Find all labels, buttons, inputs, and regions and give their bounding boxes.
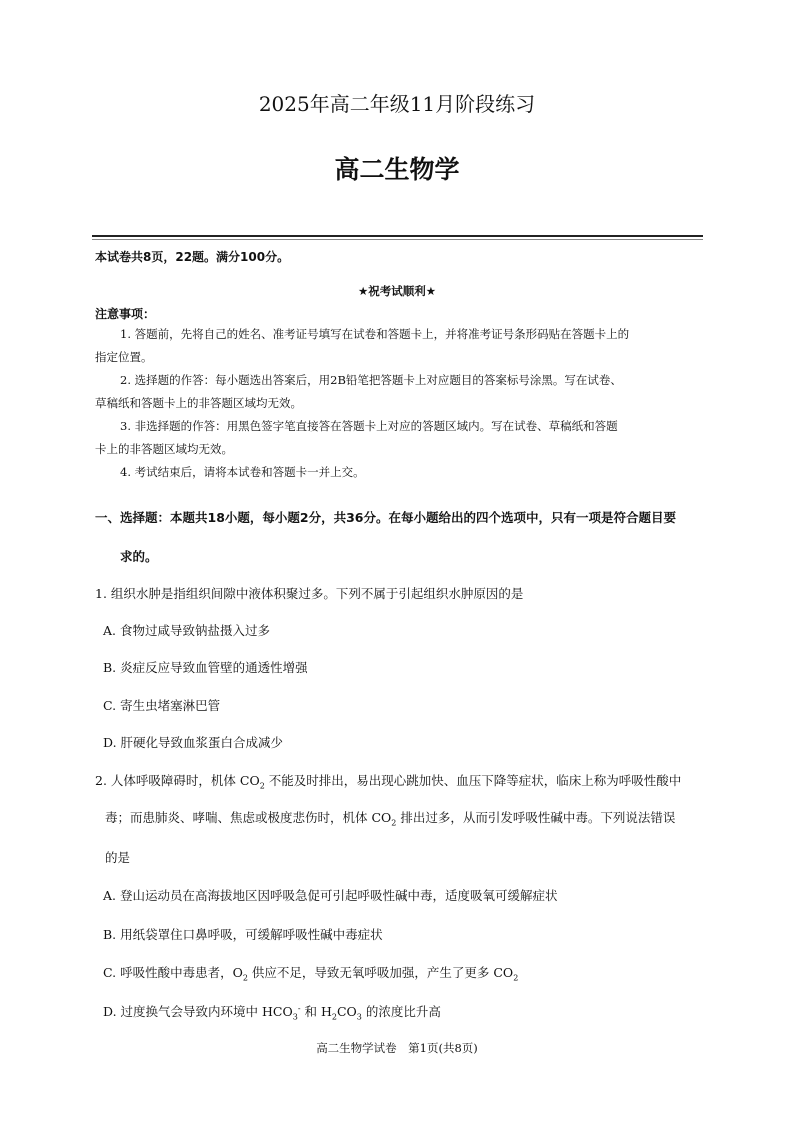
- exam-title: 2025年高二年级11月阶段练习: [258, 92, 536, 116]
- question-2-stem-line: 的是: [105, 850, 131, 865]
- notice-item: 2. 选择题的作答：每小题选出答案后，用2B铅笔把答题卡上对应题目的答案标号涂黑。写在试卷、: [120, 373, 622, 387]
- q1-option-b: B. 炎症反应导致血管壁的通透性增强: [103, 660, 308, 675]
- q2-option-c: C. 呼吸性酸中毒患者，$O_2$ 供应不足，导致无氧呼吸加强，产生了更多 $CO_2$: [103, 965, 519, 983]
- notice-item: 1. 答题前，先将自己的姓名、准考证号填写在试卷和答题卡上，并将准考证号条形码贴在答题卡上的: [120, 327, 630, 341]
- question-2-stem-line: 毒；而患肺炎、哮喘、焦虑或极度悲伤时，机体 $CO_2$ 排出过多，从而引发呼吸性碱中毒。下列说法错误: [105, 810, 676, 828]
- q2-option-d: D. 过度换气会导致内环境中 $HCO_3^-$ 和 $H_2CO_3$ 的浓度比升高: [103, 1003, 441, 1022]
- q1-option-d: D. 肝硬化导致血浆蛋白合成减少: [103, 735, 284, 750]
- divider: [92, 239, 703, 240]
- question-1-stem: 1. 组织水肿是指组织间隙中液体积聚过多。下列不属于引起组织水肿原因的是: [95, 586, 524, 601]
- section-heading: 一、选择题：本题共18小题，每小题2分，共36分。在每小题给出的四个选项中，只有一项是符合题目要: [95, 510, 676, 525]
- section-heading-cont: 求的。: [120, 549, 158, 564]
- q2-option-b: B. 用纸袋罩住口鼻呼吸，可缓解呼吸性碱中毒症状: [103, 927, 383, 942]
- notice-item: 卡上的非答题区域均无效。: [95, 442, 233, 456]
- good-luck: ★祝考试顺利★: [357, 284, 437, 298]
- q1-option-a: A. 食物过咸导致钠盐摄入过多: [103, 623, 270, 638]
- divider: [92, 235, 703, 237]
- question-2-stem-line: 2. 人体呼吸障碍时，机体 $CO_2$ 不能及时排出，易出现心跳加快、血压下降等症状，临床上称为呼吸性酸中: [95, 773, 682, 791]
- notice-item: 3. 非选择题的作答：用黑色签字笔直接答在答题卡上对应的答题区域内。写在试卷、草稿纸和答题: [120, 419, 618, 433]
- notice-item: 指定位置。: [95, 350, 153, 364]
- notice-item: 草稿纸和答题卡上的非答题区域均无效。: [95, 396, 302, 410]
- q2-option-a: A. 登山运动员在高海拔地区因呼吸急促可引起呼吸性碱中毒，适度吸氧可缓解症状: [103, 888, 558, 903]
- exam-info: 本试卷共8页，22题。满分100分。: [95, 250, 290, 264]
- notice-item: 4. 考试结束后，请将本试卷和答题卡一并上交。: [120, 465, 365, 479]
- notice-heading: 注意事项：: [95, 307, 156, 321]
- subject-title: 高二生物学: [334, 155, 460, 184]
- page-footer: 高二生物学试卷 第1页(共8页): [316, 1041, 478, 1055]
- q1-option-c: C. 寄生虫堵塞淋巴管: [103, 698, 221, 713]
